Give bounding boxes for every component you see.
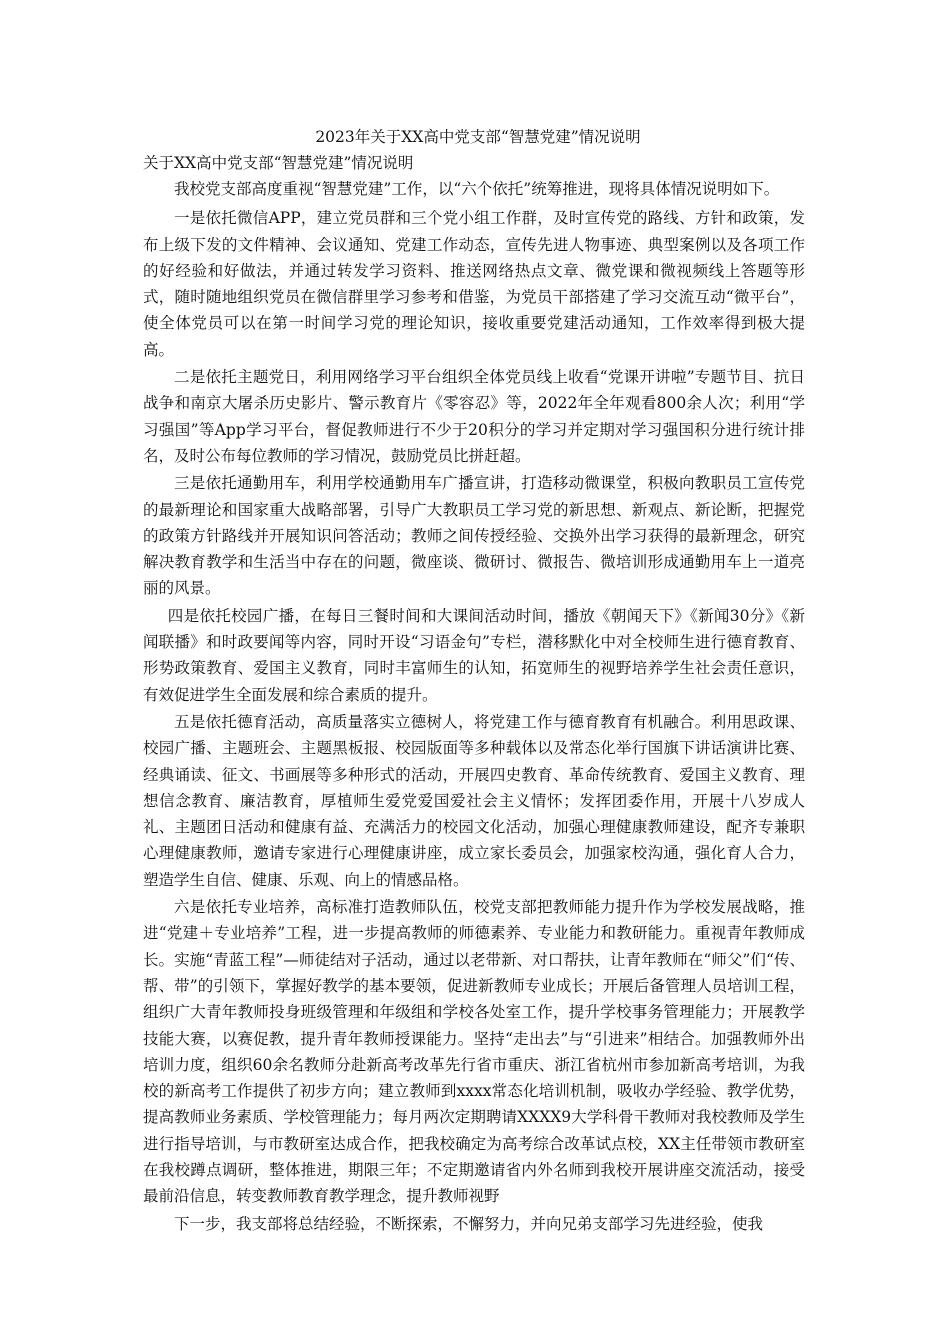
paragraph-party-day: 二是依托主题党日，利用网络学习平台组织全体党员线上收看“党课开讲啦”专题节目、抗日战争和南京大屠杀历史影片、警示教育片《零容忍》等，2022年全年观看800余人次；利用“学习强国”等App学习平台，督促教师进行不少于20积分的学习并定期对学习强国积分进行统计排名，及时公布每位教师的学习情况，鼓励党员比拼赶超。 [143, 368, 805, 465]
document-subtitle: 关于XX高中党支部“智慧党建”情况说明 [143, 154, 414, 172]
paragraph-commute: 三是依托通勤用车，利用学校通勤用车广播宣讲，打造移动微课堂，积极向教职员工宣传党的最新理论和国家重大战略部署，引导广大教职员工学习党的新思想、新观点、新论断，把握党的政策方针路线并开展知识问答活动；教师之间传授经验、交换外出学习获得的最新理念，研究解决教育教学和生活当中存在的问题，微座谈、微研讨、微报告、微培训形成通勤用车上一道亮丽的风景。 [143, 474, 805, 598]
paragraph-wechat: 一是依托微信APP，建立党员群和三个党小组工作群，及时宣传党的路线、方针和政策，发布上级下发的文件精神、会议通知、党建工作动态，宣传先进人物事迹、典型案例以及各项工作的好经验和好做法，并通过转发学习资料、推送网络热点文章、微党课和微视频线上答题等形式，随时随地组织党员在微信群里学习参考和借鉴，为党员干部搭建了学习交流互动“微平台”，使全体党员可以在第一时间学习党的理论知识，接收重要党建活动通知，工作效率得到极大提高。 [143, 209, 805, 359]
paragraph-broadcast: 四是依托校园广播，在每日三餐时间和大课间活动时间，播放《朝闻天下》《新闻30分》《新闻联播》和时政要闻等内容，同时开设“习语金句”专栏，潜移默化中对全校师生进行德育教育、形势政策教育、爱国主义教育，同时丰富师生的认知，拓宽师生的视野培养学生社会责任意识，有效促进学生全面发展和综合素质的提升。 [143, 606, 805, 704]
paragraph-moral-education: 五是依托德育活动，高质量落实立德树人，将党建工作与德育教育有机融合。利用思政课、校园广播、主题班会、主题黑板报、校园版面等多种载体以及常态化举行国旗下讲话演讲比赛、经典诵读、征文、书画展等多种形式的活动，开展四史教育、革命传统教育、爱国主义教育、理想信念教育、廉洁教育，厚植师生爱党爱国爱社会主义情怀；发挥团委作用，开展十八岁成人礼、主题团日活动和健康有益、充满活力的校园文化活动，加强心理健康教师建设，配齐专兼职心理健康教师，邀请专家进行心理健康讲座，成立家长委员会，加强家校沟通，强化育人合力，塑造学生自信、健康、乐观、向上的情感品格。 [143, 712, 805, 889]
document-title: 2023年关于XX高中党支部“智慧党建”情况说明 [315, 128, 641, 146]
document-page [143, 124, 805, 1237]
paragraph-next-steps: 下一步，我支部将总结经验，不断探索，不懈努力，并向兄弟支部学习先进经验，使我 [174, 1214, 764, 1233]
paragraph-professional-training: 六是依托专业培养，高标准打造教师队伍，校党支部把教师能力提升作为学校发展战略，推进“党建＋专业培养”工程，进一步提高教师的师德素养、专业能力和教研能力。重视青年教师成长。实施“青蓝工程”—师徒结对子活动，通过以老带新、对口帮扶，让青年教师在“师父”们“传、帮、带”的引领下，掌握好教学的基本要领，促进新教师专业成长；开展后备管理人员培训工程，组织广大青年教师投身班级管理和年级组和学校各处室工作，提升学校事务管理能力；开展教学技能大赛，以赛促教，提升青年教师授课能力。坚持“走出去”与“引进来”相结合。加强教师外出培训力度，组织60余名教师分赴新高考改革先行省市重庆、浙江省杭州市参加新高考培训，为我校的新高考工作提供了初步方向；建立教师到xxxx常态化培训机制，吸收办学经验、教学优势，提高教师业务素质、学校管理能力；每月两次定期聘请XXXX9大学科骨干教师对我校教师及学生进行指导培训，与市教研室达成合作，把我校确定为高考综合改革试点校，XX主任带领市教研室在我校蹲点调研，整体推进，期限三年；不定期邀请省内外名师到我校开展讲座交流活动，接受最前沿信息，转变教师教育教学理念，提升教师视野 [143, 898, 805, 1206]
paragraph-intro: 我校党支部高度重视“智慧党建”工作，以“六个依托”统筹推进，现将具体情况说明如下。 [174, 180, 780, 198]
